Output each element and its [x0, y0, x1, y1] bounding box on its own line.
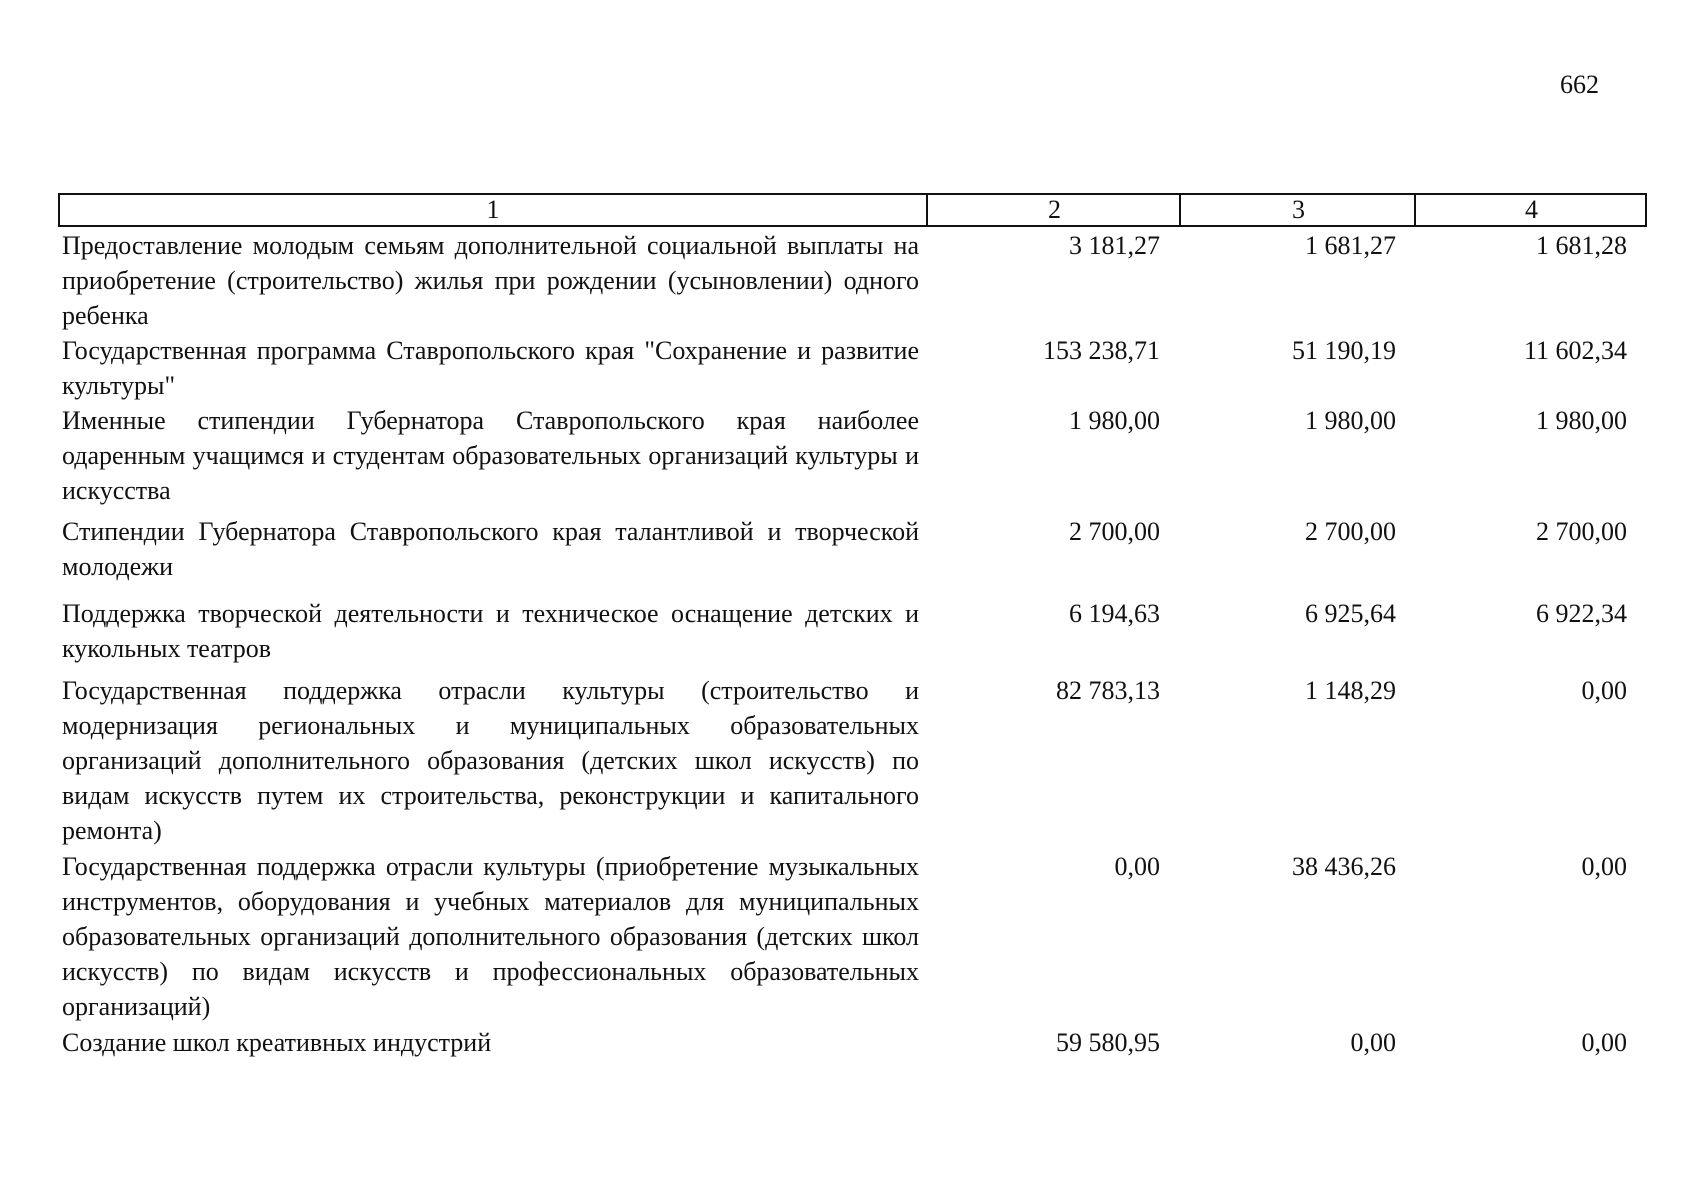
row-value-col4: 0,00	[1581, 676, 1627, 705]
row-description: Стипендии Губернатора Ставропольского края талантливой и творческой молодежи	[62, 517, 919, 581]
row-value-col3: 51 190,19	[1292, 336, 1396, 365]
row-value-col4: 11 602,34	[1523, 336, 1627, 365]
row-value-col3: 0,00	[1350, 1028, 1396, 1057]
page-number: 662	[1560, 70, 1599, 99]
row-value-col4: 0,00	[1581, 1028, 1627, 1057]
row-description: Государственная поддержка отрасли культуры (строительство и модернизация региональных и муниципальных образовательных организаций дополнительного образования (детских школ искусств) по видам искусств путем их строительства, реконструкции и капитального ремонта)	[62, 676, 919, 845]
row-description: Предоставление молодым семьям дополнительной социальной выплаты на приобретение (строительство) жилья при рождении (усыновлении) одного ребенка	[62, 231, 919, 330]
row-value-col4: 1 980,00	[1536, 406, 1627, 435]
row-value-col3: 6 925,64	[1305, 599, 1396, 628]
row-value-col3: 2 700,00	[1305, 517, 1396, 546]
row-value-col2: 1 980,00	[1069, 406, 1160, 435]
row-value-col2: 82 783,13	[1056, 676, 1160, 705]
row-description: Создание школ креативных индустрий	[62, 1028, 492, 1057]
row-description: Именные стипендии Губернатора Ставропольского края наиболее одаренным учащимся и студентам образовательных организаций культуры и искусства	[62, 406, 919, 505]
row-value-col4: 2 700,00	[1536, 517, 1627, 546]
row-value-col3: 1 148,29	[1305, 676, 1396, 705]
row-value-col2: 6 194,63	[1069, 599, 1160, 628]
row-value-col3: 38 436,26	[1292, 852, 1396, 881]
row-value-col4: 0,00	[1581, 852, 1627, 881]
row-description: Поддержка творческой деятельности и техническое оснащение детских и кукольных театров	[62, 599, 919, 663]
row-value-col2: 3 181,27	[1069, 231, 1160, 260]
row-value-col2: 2 700,00	[1069, 517, 1160, 546]
header-col-2: 2	[926, 195, 1181, 225]
header-col-3: 3	[1179, 195, 1416, 225]
row-value-col2: 153 238,71	[1043, 336, 1160, 365]
row-value-col2: 59 580,95	[1056, 1028, 1160, 1057]
row-description: Государственная программа Ставропольского края "Сохранение и развитие культуры"	[62, 336, 919, 400]
row-value-col4: 6 922,34	[1536, 599, 1627, 628]
table-header-row	[58, 193, 1647, 227]
row-value-col3: 1 681,27	[1305, 231, 1396, 260]
row-description: Государственная поддержка отрасли культуры (приобретение музыкальных инструментов, оборудования и учебных материалов для муниципальных образовательных организаций дополнительного образования (детских школ искусств) по видам искусств и профессиональных образовательных организаций)	[62, 852, 919, 1021]
header-col-1: 1	[486, 195, 500, 224]
row-value-col4: 1 681,28	[1536, 231, 1627, 260]
row-value-col3: 1 980,00	[1305, 406, 1396, 435]
header-col-4: 4	[1414, 195, 1647, 225]
row-value-col2: 0,00	[1114, 852, 1160, 881]
